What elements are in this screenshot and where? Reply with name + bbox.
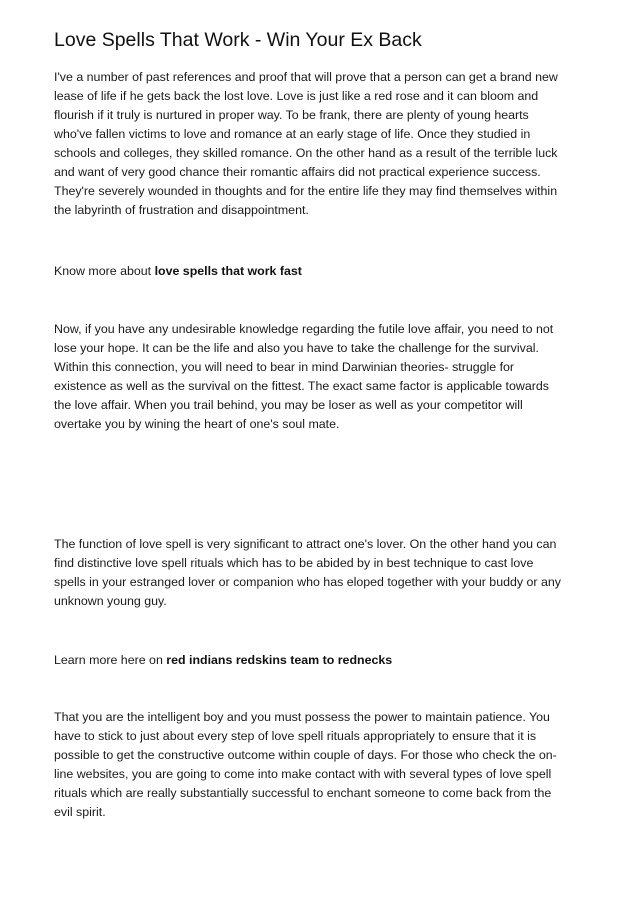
paragraph-2: [54, 320, 584, 434]
know-more-line: [54, 262, 584, 281]
paragraph-line: existence as well as the survival on the fittest. The exact same factor is applicable towards: [54, 379, 549, 393]
paragraph-line: rituals which are really substantially successful to enchant someone to come back from the: [54, 786, 552, 800]
paragraph-line: possible to get the constructive outcome within couple of days. For those who check the on-: [54, 748, 557, 762]
paragraph-line: They're severely wounded in thoughts and for the entire life they may find themselves within: [54, 184, 558, 198]
paragraph-4: [54, 708, 584, 822]
paragraph-line: Within this connection, you will need to bear in mind Darwinian theories- struggle for: [54, 360, 515, 374]
paragraph-line: I've a number of past references and proof that will prove that a person can get a brand new: [54, 70, 558, 84]
paragraph-line: have to stick to just about every step of love spell rituals appropriately to ensure that it is: [54, 729, 537, 743]
paragraph-line: the love affair. When you trail behind, you may be loser as well as your competitor will: [54, 398, 523, 412]
paragraph-line: the labyrinth of frustration and disappointment.: [54, 203, 309, 217]
paragraph-line: spells in your estranged lover or companion who has eloped together with your buddy or any: [54, 575, 561, 589]
learn-more-line: [54, 651, 584, 670]
love-spells-link[interactable]: love spells that work fast: [154, 264, 302, 278]
paragraph-line: That you are the intelligent boy and you must possess the power to maintain patience. You: [54, 710, 550, 724]
know-more-prefix: Know more about: [54, 264, 155, 278]
paragraph-line: schools and colleges, they skilled romance. On the other hand as a result of the terrible luck: [54, 146, 558, 160]
paragraph-line: find distinctive love spell rituals which has to be abided by in best technique to cast love: [54, 556, 534, 570]
paragraph-line: and want of very good chance their romantic affairs did not practical experience success.: [54, 165, 541, 179]
paragraph-1: [54, 68, 584, 220]
paragraph-line: evil spirit.: [54, 805, 106, 819]
paragraph-line: The function of love spell is very significant to attract one's lover. On the other hand you can: [54, 537, 557, 551]
paragraph-line: lose your hope. It can be the life and also you have to take the challenge for the survival.: [54, 341, 539, 355]
paragraph-line: Now, if you have any undesirable knowledge regarding the futile love affair, you need to not: [54, 322, 554, 336]
paragraph-line: lease of life if he gets back the lost love. Love is just like a red rose and it can bloom and: [54, 89, 539, 103]
paragraph-line: overtake you by wining the heart of one's soul mate.: [54, 417, 340, 431]
paragraph-line: line websites, you are going to come into make contact with with several types of love spell: [54, 767, 552, 781]
page-title: Love Spells That Work - Win Your Ex Back: [54, 29, 422, 51]
paragraph-line: unknown young guy.: [54, 594, 167, 608]
paragraph-3: [54, 535, 584, 611]
red-indians-link[interactable]: red indians redskins team to rednecks: [166, 653, 393, 667]
learn-more-prefix: Learn more here on: [54, 653, 167, 667]
paragraph-line: who've fallen victims to love and romance at an early stage of life. Once they studied in: [54, 127, 531, 141]
paragraph-line: flourish if it truly is nurtured in proper way. To be frank, there are plenty of young hearts: [54, 108, 529, 122]
